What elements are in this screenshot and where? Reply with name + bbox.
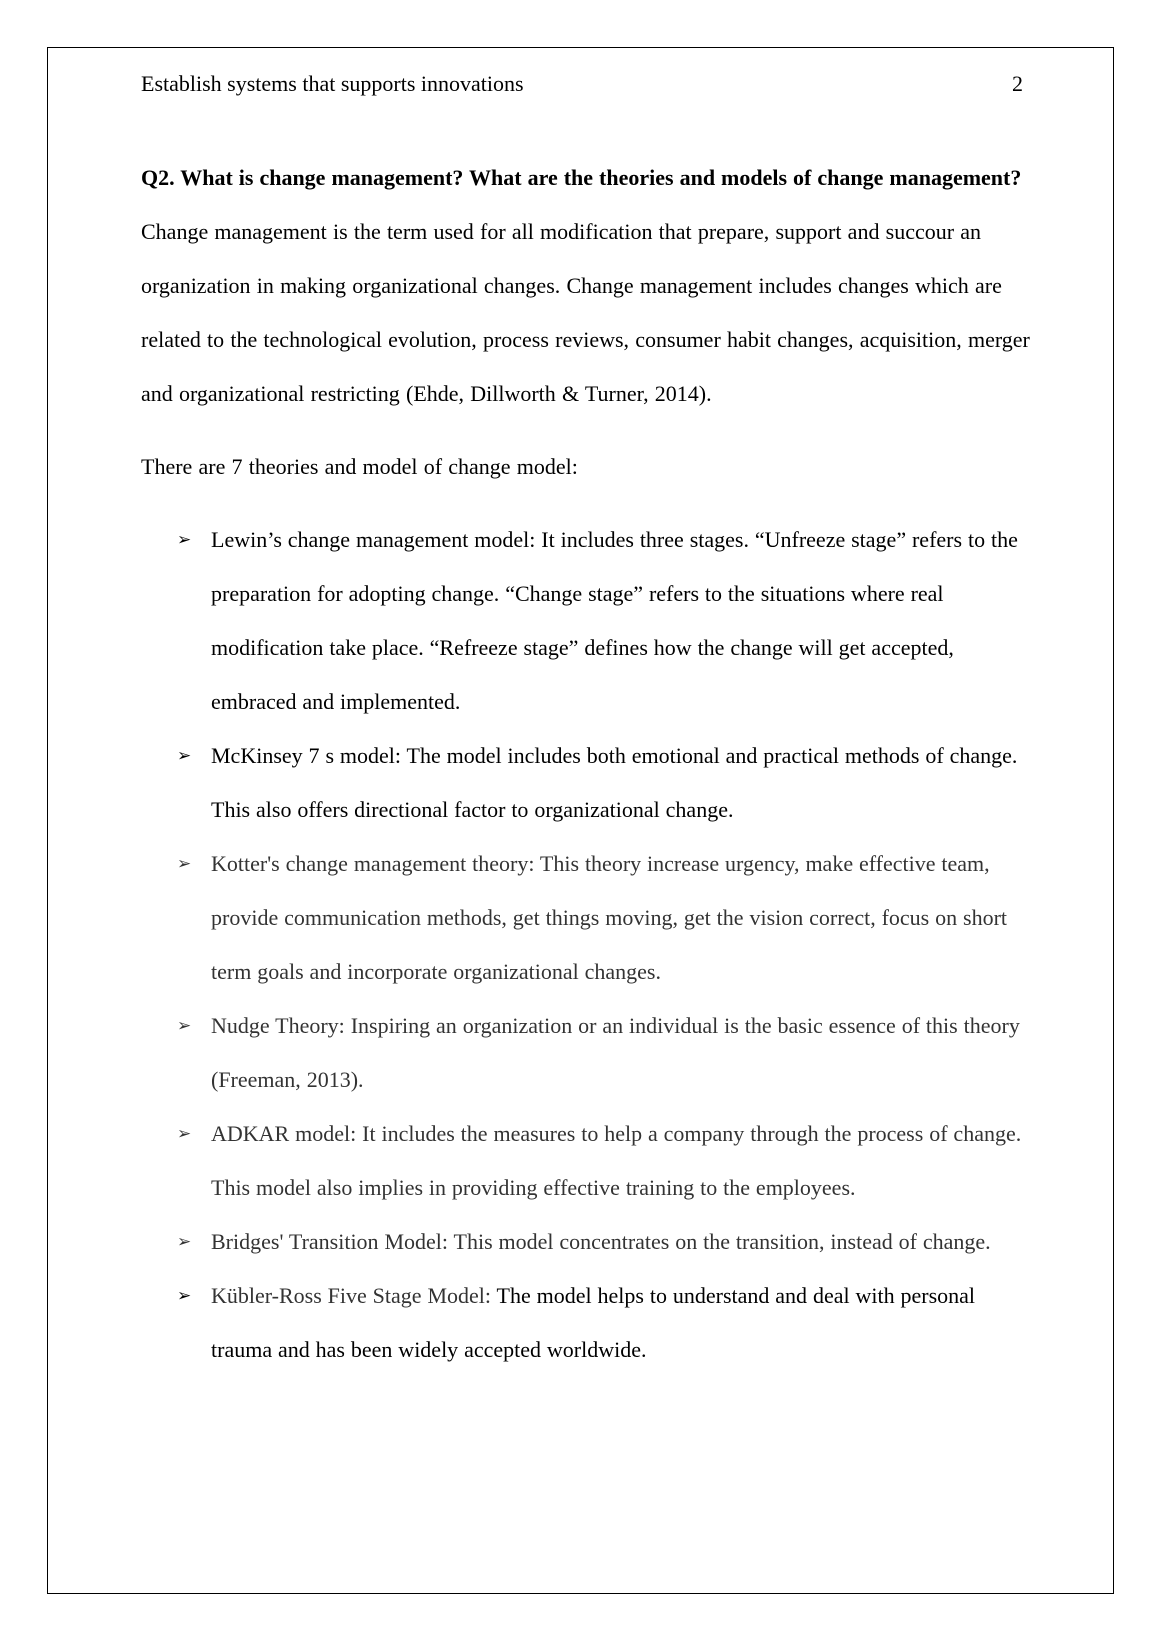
list-item-text: Kotter's change management theory: This theory increase urgency, make effective team, provide communication methods, get things moving, get the vision correct, focus on short term goals and incorporate organizational changes.: [211, 851, 1008, 984]
list-item-text: The model helps to understand and deal with personal trauma and has been widely accepted worldwide.: [211, 1283, 976, 1362]
list-item-lewin: [141, 513, 1031, 729]
arrow-bullet-icon: ➢: [177, 1124, 192, 1144]
arrow-bullet-icon: ➢: [177, 1286, 192, 1306]
arrow-bullet-icon: ➢: [177, 530, 192, 550]
list-item-text: Nudge Theory: Inspiring an organization or an individual is the basic essence of this theory (Freeman, 2013).: [211, 1013, 1020, 1092]
arrow-bullet-icon: ➢: [177, 854, 192, 874]
question-heading: Q2. What is change management? What are the theories and models of change management?: [141, 165, 1022, 190]
arrow-bullet-icon: ➢: [177, 1016, 192, 1036]
arrow-bullet-icon: ➢: [177, 746, 192, 766]
list-item-text: McKinsey 7 s model: The model includes both emotional and practical methods of change. This also offers directional factor to organizational change.: [211, 743, 1018, 822]
list-item-kubler-ross: [141, 1269, 1031, 1377]
theories-list: [141, 513, 1031, 1377]
list-item-text: Bridges' Transition Model: This model concentrates on the transition, instead of change.: [211, 1229, 991, 1254]
list-item-text: Lewin’s change management model: It includes three stages. “Unfreeze stage” refers to the preparation for adopting change. “Change stage” refers to the situations where real modification take place. “Refreeze stage” defines how the change will get accepted, embraced and implemented.: [211, 527, 1018, 714]
list-item-kotter: [141, 837, 1031, 999]
list-item-title: Kübler-Ross Five Stage Model:: [211, 1283, 492, 1308]
intro-paragraph: There are 7 theories and model of change model:: [141, 454, 578, 479]
list-item-nudge: [141, 999, 1031, 1107]
list-item-text: ADKAR model: It includes the measures to help a company through the process of change. This model also implies in providing effective training to the employees.: [211, 1121, 1022, 1200]
arrow-bullet-icon: ➢: [177, 1232, 192, 1252]
definition-paragraph: Change management is the term used for all modification that prepare, support and succour an organization in making organizational changes. Change management includes changes which are related to the technological evolution, process reviews, consumer habit changes, acquisition, merger and organizational restricting (Ehde, Dillworth & Turner, 2014).: [141, 219, 1030, 406]
list-item-bridges: [141, 1215, 1031, 1269]
running-header-title: Establish systems that supports innovations: [141, 71, 524, 96]
list-item-adkar: [141, 1107, 1031, 1215]
list-item-mckinsey: [141, 729, 1031, 837]
page-number: 2: [1012, 71, 1023, 96]
document-body: [141, 151, 1031, 1377]
